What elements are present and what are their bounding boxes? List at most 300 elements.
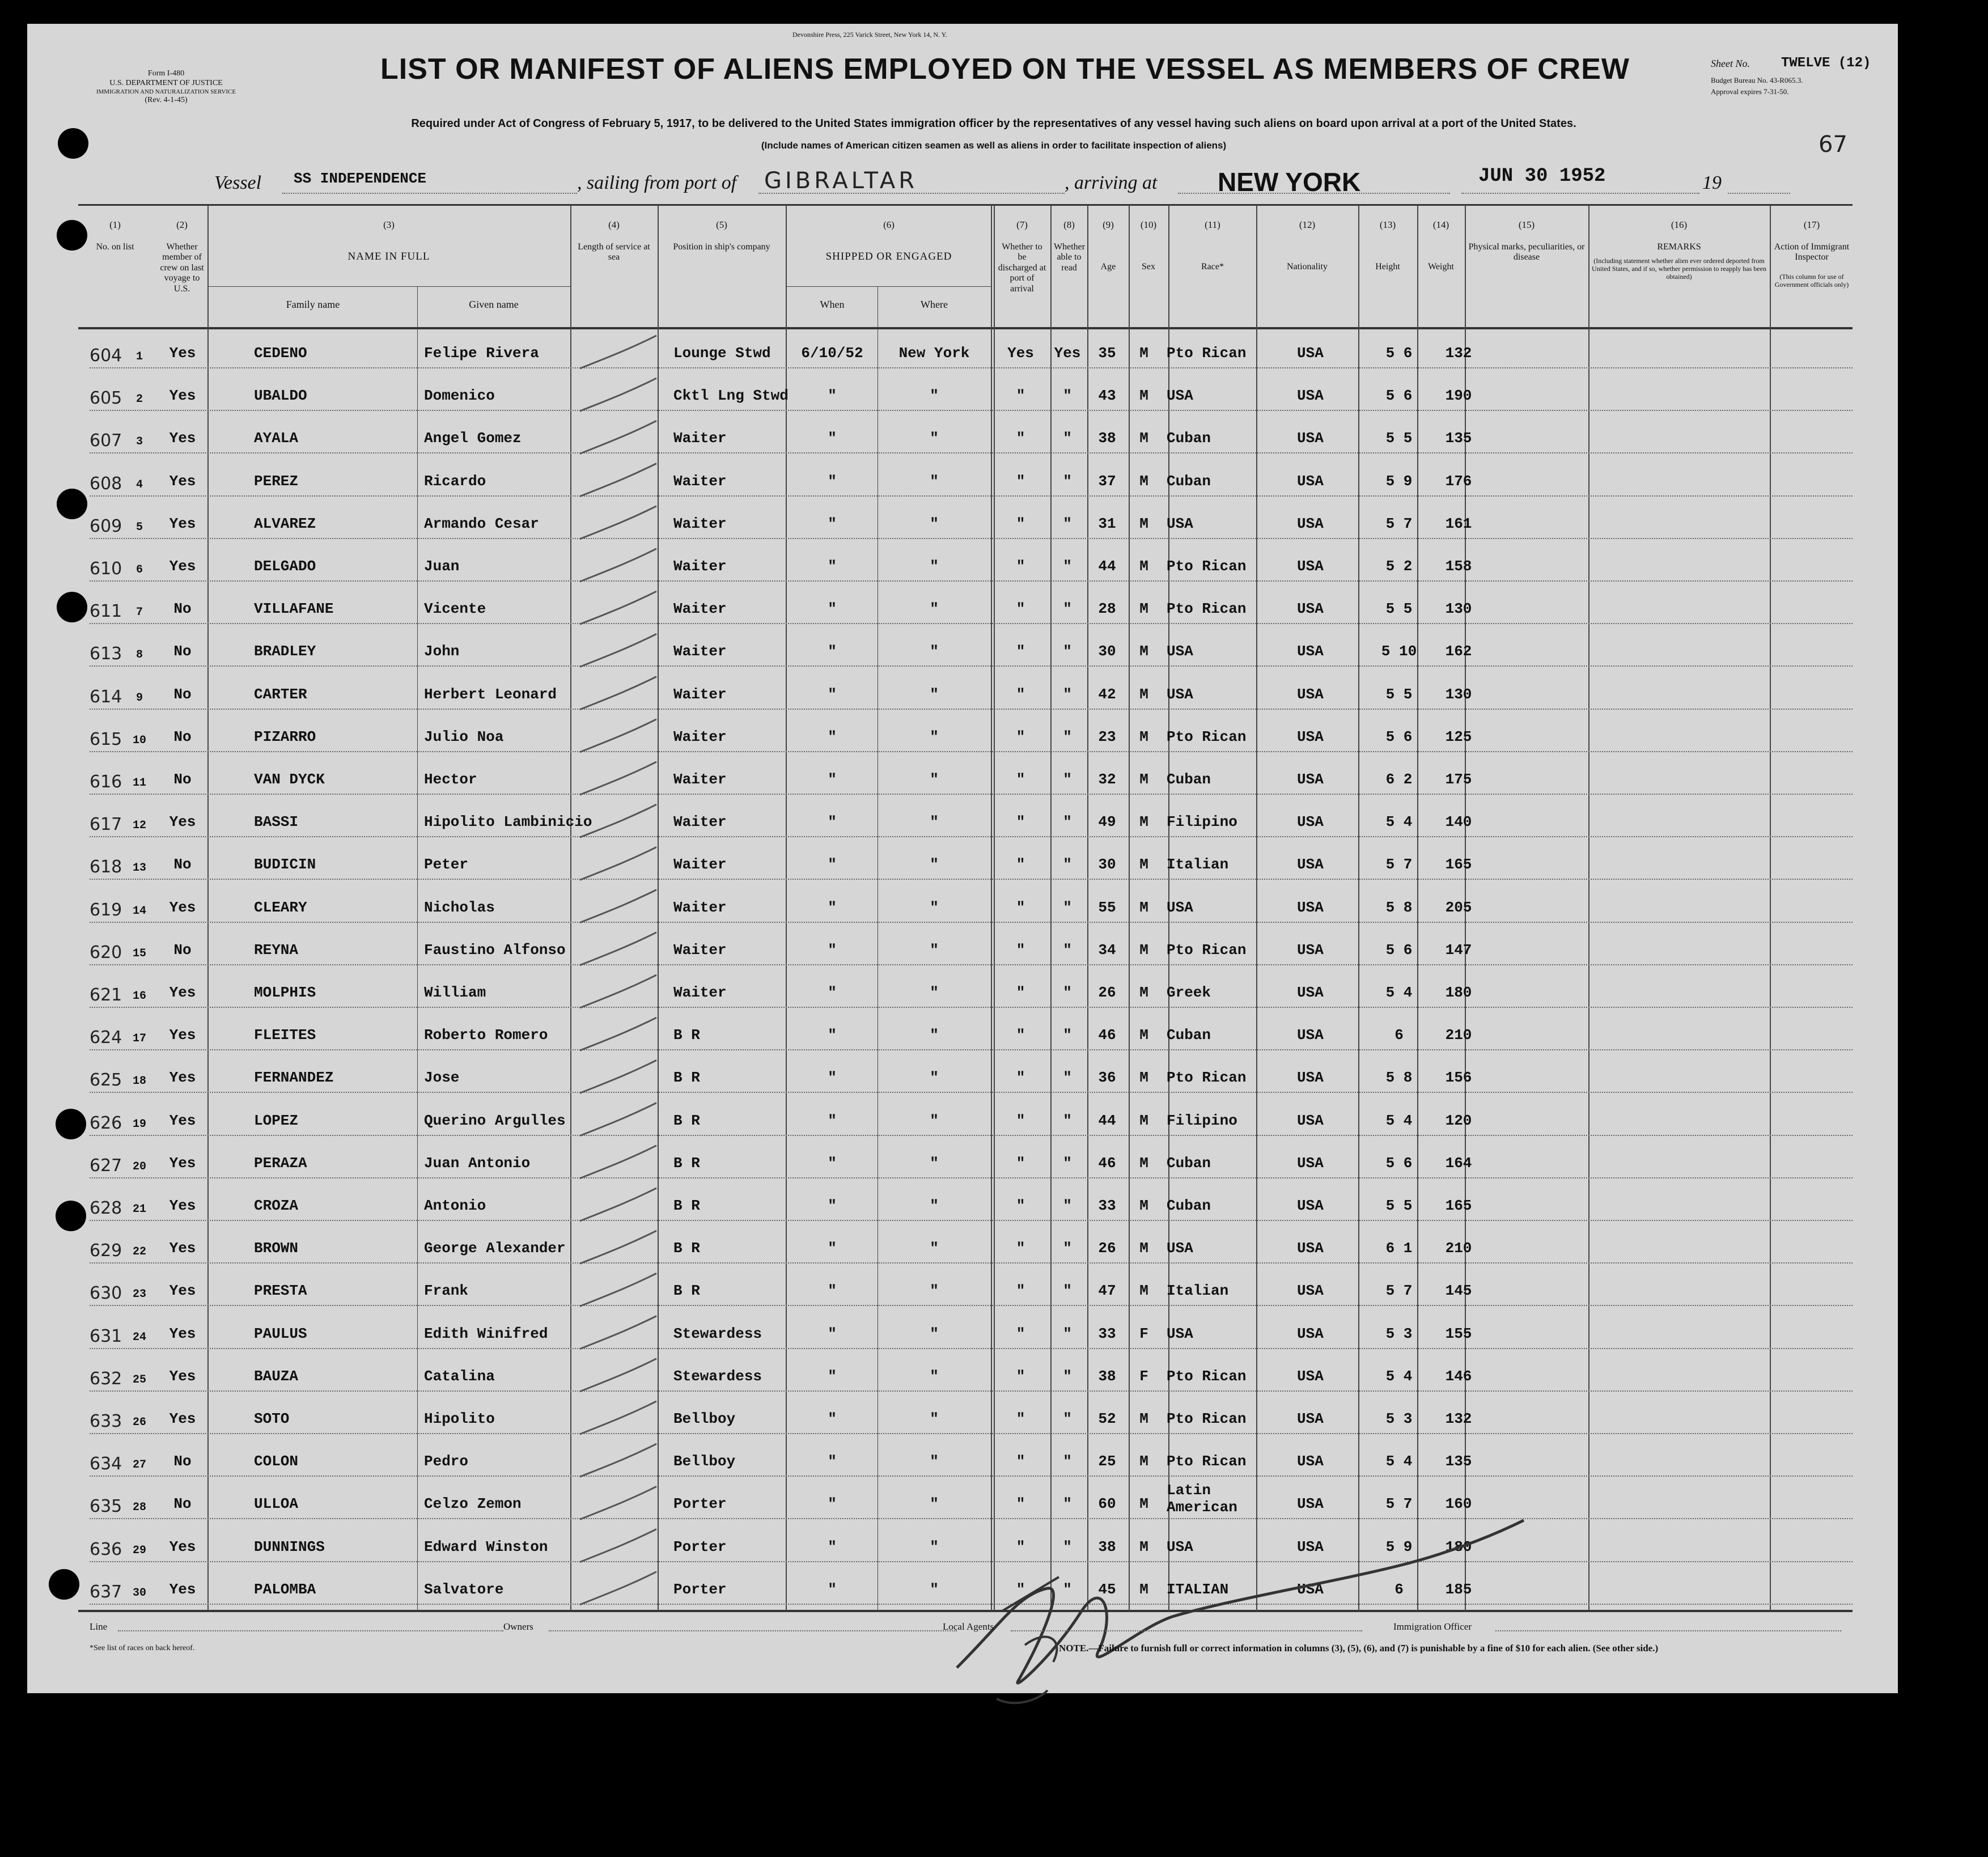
cell-prev: Yes xyxy=(169,1580,196,1598)
cell-sex: M xyxy=(1139,1027,1148,1044)
cell-age: 44 xyxy=(1098,1112,1116,1129)
col-7-header-label: Whether to be discharged at port of arrival xyxy=(998,242,1046,294)
cell-given: Roberto Romero xyxy=(424,1027,548,1044)
owners-underline xyxy=(549,1630,957,1631)
form-revision: (Rev. 4-1-45) xyxy=(145,95,188,104)
cell-age: 33 xyxy=(1098,1197,1116,1214)
cell-read: " xyxy=(1063,472,1072,490)
row-guide-line xyxy=(90,1220,1853,1221)
cell-mark: 625 xyxy=(90,1070,122,1091)
cell-given: Querino Argulles xyxy=(424,1112,566,1129)
cell-no: 8 xyxy=(135,648,143,662)
sheet-label: Sheet No. xyxy=(1711,58,1750,69)
cell-read: " xyxy=(1063,1027,1072,1044)
cell-age: 25 xyxy=(1098,1453,1116,1470)
binder-hole xyxy=(57,489,87,519)
cell-no: 18 xyxy=(132,1075,146,1088)
table-row xyxy=(27,898,1898,945)
cell-pos: B R xyxy=(673,1069,700,1087)
cell-family: PIZARRO xyxy=(254,728,316,745)
cell-prev: Yes xyxy=(169,1538,196,1555)
cell-read: " xyxy=(1063,1453,1072,1470)
cell-where: New York xyxy=(898,345,970,362)
cell-age: 34 xyxy=(1098,941,1116,959)
cell-ht: 5 6 xyxy=(1385,345,1413,362)
col-17-header-label: Action of Immigrant Inspector xyxy=(1774,242,1850,262)
cell-nat: USA xyxy=(1297,771,1324,788)
col-15-header-number: (15) xyxy=(1518,219,1535,230)
table-row xyxy=(27,515,1898,561)
cell-sex: M xyxy=(1139,600,1148,618)
cell-mark: 618 xyxy=(90,857,122,877)
cell-dis: " xyxy=(1016,1410,1025,1427)
cell-dis: " xyxy=(1016,1495,1025,1513)
cell-prev: Yes xyxy=(169,430,196,447)
cell-sex: M xyxy=(1139,1580,1148,1598)
cell-pos: Waiter xyxy=(673,643,727,660)
col-5-header-number: (5) xyxy=(716,219,727,230)
line-underline xyxy=(118,1630,503,1631)
cell-age: 49 xyxy=(1098,813,1116,831)
cell-prev: No xyxy=(173,685,192,703)
cell-pos: Waiter xyxy=(673,472,727,490)
cell-wt: 176 xyxy=(1445,472,1472,490)
cell-age: 26 xyxy=(1098,1240,1116,1257)
cell-where: " xyxy=(930,1027,939,1044)
cell-no: 7 xyxy=(135,606,143,620)
cell-no: 16 xyxy=(132,990,146,1003)
cell-dis: " xyxy=(1016,728,1025,745)
agents-label: Local Agents xyxy=(943,1621,994,1632)
cell-pos: Waiter xyxy=(673,430,727,447)
cell-ht: 5 2 xyxy=(1385,558,1413,575)
cell-nat: USA xyxy=(1297,600,1324,618)
cell-ht: 5 7 xyxy=(1385,1495,1413,1513)
cell-ht: 5 7 xyxy=(1385,856,1413,874)
cell-pos: Stewardess xyxy=(673,1367,762,1385)
cell-race: Cuban xyxy=(1167,1154,1211,1172)
cell-wt: 156 xyxy=(1445,1069,1472,1087)
cell-read: " xyxy=(1063,387,1072,405)
cell-age: 38 xyxy=(1098,1538,1116,1555)
cell-where: " xyxy=(930,430,939,447)
cell-read: " xyxy=(1063,984,1072,1001)
cell-prev: Yes xyxy=(169,1410,196,1427)
cell-age: 42 xyxy=(1098,685,1116,703)
cell-where: " xyxy=(930,1069,939,1087)
cell-wt: 165 xyxy=(1445,856,1472,874)
cell-ht: 5 5 xyxy=(1385,430,1413,447)
row-guide-line xyxy=(90,495,1853,497)
cell-read: " xyxy=(1063,685,1072,703)
cell-mark: 624 xyxy=(90,1028,122,1048)
cell-sex: M xyxy=(1139,1069,1148,1087)
cell-given: Celzo Zemon xyxy=(424,1495,522,1513)
col-5-header-label: Position in ship's company xyxy=(673,242,770,252)
cell-no: 1 xyxy=(135,350,143,363)
cell-mark: 614 xyxy=(90,686,122,707)
cell-sex: F xyxy=(1139,1325,1148,1342)
cell-ht: 5 8 xyxy=(1385,898,1413,916)
cell-where: " xyxy=(930,600,939,618)
cell-given: Frank xyxy=(424,1282,469,1300)
cell-ht: 6 2 xyxy=(1385,771,1413,788)
cell-ht: 5 6 xyxy=(1385,1154,1413,1172)
cell-when: " xyxy=(828,1027,837,1044)
cell-nat: USA xyxy=(1297,685,1324,703)
cell-age: 38 xyxy=(1098,1367,1116,1385)
cell-prev: Yes xyxy=(169,1240,196,1257)
line-label: Line xyxy=(90,1621,108,1632)
cell-mark: 633 xyxy=(90,1411,122,1431)
cell-nat: USA xyxy=(1297,1580,1324,1598)
cell-when: " xyxy=(828,1453,837,1470)
cell-where: " xyxy=(930,1112,939,1129)
cell-age: 23 xyxy=(1098,728,1116,745)
cell-race: USA xyxy=(1167,643,1193,660)
cell-age: 30 xyxy=(1098,643,1116,660)
cell-mark: 626 xyxy=(90,1113,122,1133)
sailing-underline xyxy=(758,193,1065,194)
col-14-header-number: (14) xyxy=(1432,219,1449,230)
cell-ht: 5 4 xyxy=(1385,984,1413,1001)
table-row xyxy=(27,643,1898,689)
cell-where: " xyxy=(930,685,939,703)
cell-age: 52 xyxy=(1098,1410,1116,1427)
cell-when: " xyxy=(828,1538,837,1555)
cell-when: " xyxy=(828,1154,837,1172)
cell-wt: 135 xyxy=(1445,430,1472,447)
cell-where: " xyxy=(930,1453,939,1470)
manifest-sheet xyxy=(27,24,1898,1693)
cell-race: Cuban xyxy=(1167,771,1211,788)
cell-given: Angel Gomez xyxy=(424,430,522,447)
table-row xyxy=(27,472,1898,519)
table-row xyxy=(27,685,1898,732)
cell-nat: USA xyxy=(1297,1197,1324,1214)
cell-where: " xyxy=(930,1495,939,1513)
cell-age: 46 xyxy=(1098,1027,1116,1044)
cell-race: Pto Rican xyxy=(1167,1367,1247,1385)
cell-read: " xyxy=(1063,813,1072,831)
cell-where: " xyxy=(930,643,939,660)
name-subheader-line xyxy=(207,286,570,287)
cell-when: " xyxy=(828,685,837,703)
cell-dis: " xyxy=(1016,771,1025,788)
cell-read: " xyxy=(1063,1282,1072,1300)
cell-when: " xyxy=(828,1410,837,1427)
cell-sex: M xyxy=(1139,984,1148,1001)
cell-pos: Waiter xyxy=(673,856,727,874)
document-title: LIST OR MANIFEST OF ALIENS EMPLOYED ON THE VESSEL AS MEMBERS OF CREW xyxy=(380,53,1630,86)
owners-label: Owners xyxy=(503,1621,533,1632)
cell-mark: 634 xyxy=(90,1454,122,1474)
cell-given: Ricardo xyxy=(424,472,486,490)
cell-wt: 135 xyxy=(1445,1453,1472,1470)
cell-dis: " xyxy=(1016,1538,1025,1555)
cell-when: " xyxy=(828,813,837,831)
cell-nat: USA xyxy=(1297,1325,1324,1342)
row-guide-line xyxy=(90,367,1853,368)
cell-nat: USA xyxy=(1297,1367,1324,1385)
row-guide-line xyxy=(90,1476,1853,1477)
cell-where: " xyxy=(930,856,939,874)
cell-prev: No xyxy=(173,1453,192,1470)
cell-race: USA xyxy=(1167,515,1193,532)
cell-race: Pto Rican xyxy=(1167,345,1247,362)
cell-no: 30 xyxy=(132,1586,146,1600)
table-row xyxy=(27,600,1898,646)
row-guide-line xyxy=(90,623,1853,624)
cell-nat: USA xyxy=(1297,1069,1324,1087)
cell-read: " xyxy=(1063,430,1072,447)
cell-age: 45 xyxy=(1098,1580,1116,1598)
cell-prev: No xyxy=(173,941,192,959)
cell-when: " xyxy=(828,1197,837,1214)
cell-family: AYALA xyxy=(254,430,299,447)
given-name-header: Given name xyxy=(469,299,519,310)
col-6-header-label: SHIPPED OR ENGAGED xyxy=(825,251,952,262)
cell-family: COLON xyxy=(254,1453,299,1470)
cell-read: Yes xyxy=(1054,345,1081,362)
cell-family: BRADLEY xyxy=(254,643,316,660)
cell-given: Jose xyxy=(424,1069,460,1087)
cell-ht: 5 5 xyxy=(1385,685,1413,703)
col-4-header-number: (4) xyxy=(608,219,620,230)
table-row xyxy=(27,728,1898,774)
cell-no: 23 xyxy=(132,1288,146,1301)
cell-race: Greek xyxy=(1167,984,1211,1001)
cell-age: 46 xyxy=(1098,1154,1116,1172)
cell-mark: 628 xyxy=(90,1198,122,1218)
row-guide-line xyxy=(90,1390,1853,1392)
cell-dis: " xyxy=(1016,1282,1025,1300)
cell-read: " xyxy=(1063,558,1072,575)
table-row xyxy=(27,941,1898,987)
col-3-header-number: (3) xyxy=(383,219,395,230)
cell-wt: 132 xyxy=(1445,345,1472,362)
service-column-slashes xyxy=(571,330,668,1611)
cell-prev: Yes xyxy=(169,1197,196,1214)
cell-no: 3 xyxy=(135,435,143,449)
document-subtitle: Required under Act of Congress of February 5, 1917, to be delivered to the United States immigration officer by the representatives of any vessel having such aliens on board upon arrival at a port of the United States. xyxy=(411,117,1576,130)
cell-read: " xyxy=(1063,898,1072,916)
inspector-signature xyxy=(934,1498,1558,1713)
table-row xyxy=(27,1410,1898,1456)
year-label: 19 xyxy=(1702,172,1722,193)
cell-where: " xyxy=(930,387,939,405)
cell-prev: No xyxy=(173,856,192,874)
binder-hole xyxy=(56,1201,86,1231)
cell-when: " xyxy=(828,515,837,532)
cell-wt: 165 xyxy=(1445,1197,1472,1214)
cell-nat: USA xyxy=(1297,856,1324,874)
cell-race: Pto Rican xyxy=(1167,728,1247,745)
cell-ht: 5 7 xyxy=(1385,1282,1413,1300)
cell-pos: B R xyxy=(673,1027,700,1044)
cell-race: Pto Rican xyxy=(1167,1453,1247,1470)
cell-when: " xyxy=(828,1367,837,1385)
cell-dis: " xyxy=(1016,1112,1025,1129)
col-8-header-label: Whether able to read xyxy=(1054,242,1086,273)
col-8-header-number: (8) xyxy=(1063,219,1075,230)
cell-pos: Cktl Lng Stwd xyxy=(673,387,789,405)
col-1-header-label: No. on list xyxy=(96,242,134,252)
cell-prev: Yes xyxy=(169,1154,196,1172)
cell-race: USA xyxy=(1167,1325,1193,1342)
table-top-border xyxy=(78,204,1853,206)
table-row xyxy=(27,771,1898,817)
cell-ht: 5 10 xyxy=(1381,643,1417,660)
row-guide-line xyxy=(90,879,1853,880)
cell-mark: 630 xyxy=(90,1283,122,1304)
cell-prev: Yes xyxy=(169,1069,196,1087)
cell-sex: F xyxy=(1139,1367,1148,1385)
cell-wt: 175 xyxy=(1445,771,1472,788)
cell-prev: Yes xyxy=(169,515,196,532)
row-guide-line xyxy=(90,964,1853,965)
cell-read: " xyxy=(1063,1367,1072,1385)
cell-wt: 205 xyxy=(1445,898,1472,916)
cell-prev: No xyxy=(173,728,192,745)
cell-nat: USA xyxy=(1297,1453,1324,1470)
cell-family: CEDENO xyxy=(254,345,307,362)
form-id: Form I-480 xyxy=(147,69,185,78)
cell-prev: Yes xyxy=(169,345,196,362)
cell-no: 13 xyxy=(132,862,146,875)
cell-when: " xyxy=(828,430,837,447)
col-2-header-label: Whether member of crew on last voyage to U.S. xyxy=(160,242,204,294)
cell-nat: USA xyxy=(1297,387,1324,405)
cell-pos: B R xyxy=(673,1240,700,1257)
cell-read: " xyxy=(1063,1069,1072,1087)
cell-family: SOTO xyxy=(254,1410,290,1427)
cell-sex: M xyxy=(1139,1495,1148,1513)
cell-read: " xyxy=(1063,643,1072,660)
cell-no: 29 xyxy=(132,1544,146,1557)
cell-pos: Waiter xyxy=(673,813,727,831)
cell-pos: B R xyxy=(673,1197,700,1214)
cell-wt: 161 xyxy=(1445,515,1472,532)
cell-sex: M xyxy=(1139,1410,1148,1427)
cell-prev: No xyxy=(173,1495,192,1513)
col-3-header-label: NAME IN FULL xyxy=(347,251,430,262)
cell-race: Cuban xyxy=(1167,472,1211,490)
cell-wt: 210 xyxy=(1445,1027,1472,1044)
cell-pos: Waiter xyxy=(673,728,727,745)
row-guide-line xyxy=(90,1305,1853,1306)
row-guide-line xyxy=(90,665,1853,667)
cell-prev: Yes xyxy=(169,1367,196,1385)
cell-no: 25 xyxy=(132,1373,146,1387)
cell-race: Filipino xyxy=(1167,1112,1237,1129)
cell-given: Juan xyxy=(424,558,460,575)
cell-where: " xyxy=(930,1538,939,1555)
cell-family: PAULUS xyxy=(254,1325,307,1342)
cell-prev: Yes xyxy=(169,1027,196,1044)
cell-given: Hipolito Lambinicio xyxy=(424,813,592,831)
cell-no: 14 xyxy=(132,904,146,918)
table-row xyxy=(27,1282,1898,1328)
cell-wt: 190 xyxy=(1445,387,1472,405)
cell-family: CROZA xyxy=(254,1197,299,1214)
cell-wt: 146 xyxy=(1445,1367,1472,1385)
cell-given: Catalina xyxy=(424,1367,495,1385)
cell-family: PEREZ xyxy=(254,472,299,490)
col-12-header-label: Nationality xyxy=(1287,262,1328,272)
cell-age: 32 xyxy=(1098,771,1116,788)
cell-race: Latin American xyxy=(1167,1482,1237,1516)
cell-given: Hector xyxy=(424,771,477,788)
cell-where: " xyxy=(930,1410,939,1427)
cell-mark: 619 xyxy=(90,900,122,920)
cell-pos: Stewardess xyxy=(673,1325,762,1342)
col-9-header-number: (9) xyxy=(1103,219,1114,230)
cell-mark: 620 xyxy=(90,942,122,963)
cell-when: " xyxy=(828,1240,837,1257)
col-10-header-label: Sex xyxy=(1142,262,1155,272)
cell-where: " xyxy=(930,1580,939,1598)
cell-mark: 607 xyxy=(90,431,122,451)
cell-no: 17 xyxy=(132,1032,146,1046)
cell-mark: 608 xyxy=(90,473,122,494)
col-11-header-number: (11) xyxy=(1205,219,1220,230)
col-17-sublabel: (This column for use of Government officials only) xyxy=(1774,273,1849,289)
arriving-underline xyxy=(1178,193,1450,194)
cell-nat: USA xyxy=(1297,1154,1324,1172)
cell-dis: " xyxy=(1016,1197,1025,1214)
cell-where: " xyxy=(930,941,939,959)
cell-when: " xyxy=(828,558,837,575)
cell-wt: 130 xyxy=(1445,600,1472,618)
cell-ht: 5 4 xyxy=(1385,1453,1413,1470)
cell-when: " xyxy=(828,984,837,1001)
cell-pos: B R xyxy=(673,1112,700,1129)
cell-sex: M xyxy=(1139,1538,1148,1555)
cell-given: Hipolito xyxy=(424,1410,495,1427)
cell-dis: " xyxy=(1016,1069,1025,1087)
cell-nat: USA xyxy=(1297,813,1324,831)
cell-ht: 5 6 xyxy=(1385,728,1413,745)
cell-family: UBALDO xyxy=(254,387,307,405)
cell-sex: M xyxy=(1139,643,1148,660)
cell-when: " xyxy=(828,1325,837,1342)
cell-age: 37 xyxy=(1098,472,1116,490)
cell-wt: 210 xyxy=(1445,1240,1472,1257)
table-row xyxy=(27,813,1898,859)
cell-given: Nicholas xyxy=(424,898,495,916)
cell-pos: Waiter xyxy=(673,685,727,703)
table-row xyxy=(27,430,1898,476)
cell-dis: " xyxy=(1016,1580,1025,1598)
cell-sex: M xyxy=(1139,813,1148,831)
row-guide-line xyxy=(90,1177,1853,1178)
cell-sex: M xyxy=(1139,515,1148,532)
cell-nat: USA xyxy=(1297,728,1324,745)
cell-sex: M xyxy=(1139,1282,1148,1300)
cell-dis: " xyxy=(1016,643,1025,660)
cell-nat: USA xyxy=(1297,1240,1324,1257)
cell-race: Pto Rican xyxy=(1167,1410,1247,1427)
cell-sex: M xyxy=(1139,1154,1148,1172)
cell-no: 9 xyxy=(135,691,143,705)
cell-race: USA xyxy=(1167,685,1193,703)
cell-race: Cuban xyxy=(1167,430,1211,447)
cell-when: " xyxy=(828,1495,837,1513)
table-row xyxy=(27,345,1898,391)
cell-ht: 5 7 xyxy=(1385,515,1413,532)
cell-read: " xyxy=(1063,1197,1072,1214)
